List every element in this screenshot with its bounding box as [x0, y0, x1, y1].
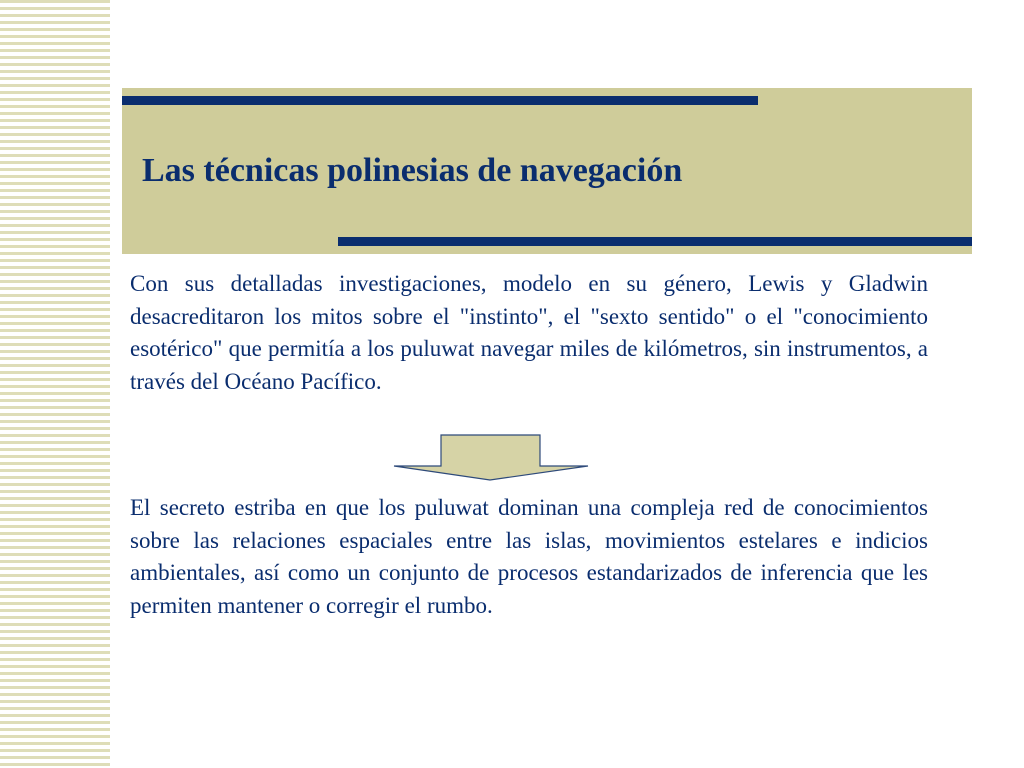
- side-stripe-decoration: [0, 0, 110, 768]
- down-arrow-icon: [392, 434, 592, 482]
- slide-title: Las técnicas polinesias de navegación: [142, 152, 683, 189]
- body-paragraph-2: El secreto estriba en que los puluwat dominan una compleja red de conocimientos sobre las relaciones espaciales entre las islas, movimientos estelares e indicios ambientales, así como un conjunto de procesos estandarizados de inferencia que les permiten mantener o corregir el rumbo.: [130, 495, 928, 618]
- body-paragraph-1: Con sus detalladas investigaciones, modelo en su género, Lewis y Gladwin desacreditaron los mitos sobre el "instinto", el "sexto sentido" o el "conocimiento esotérico" que permitía a los puluwat navegar miles de kilómetros, sin instrumentos, a través del Océano Pacífico.: [130, 271, 928, 394]
- title-rule-top: [122, 96, 758, 105]
- title-rule-bottom: [338, 237, 972, 246]
